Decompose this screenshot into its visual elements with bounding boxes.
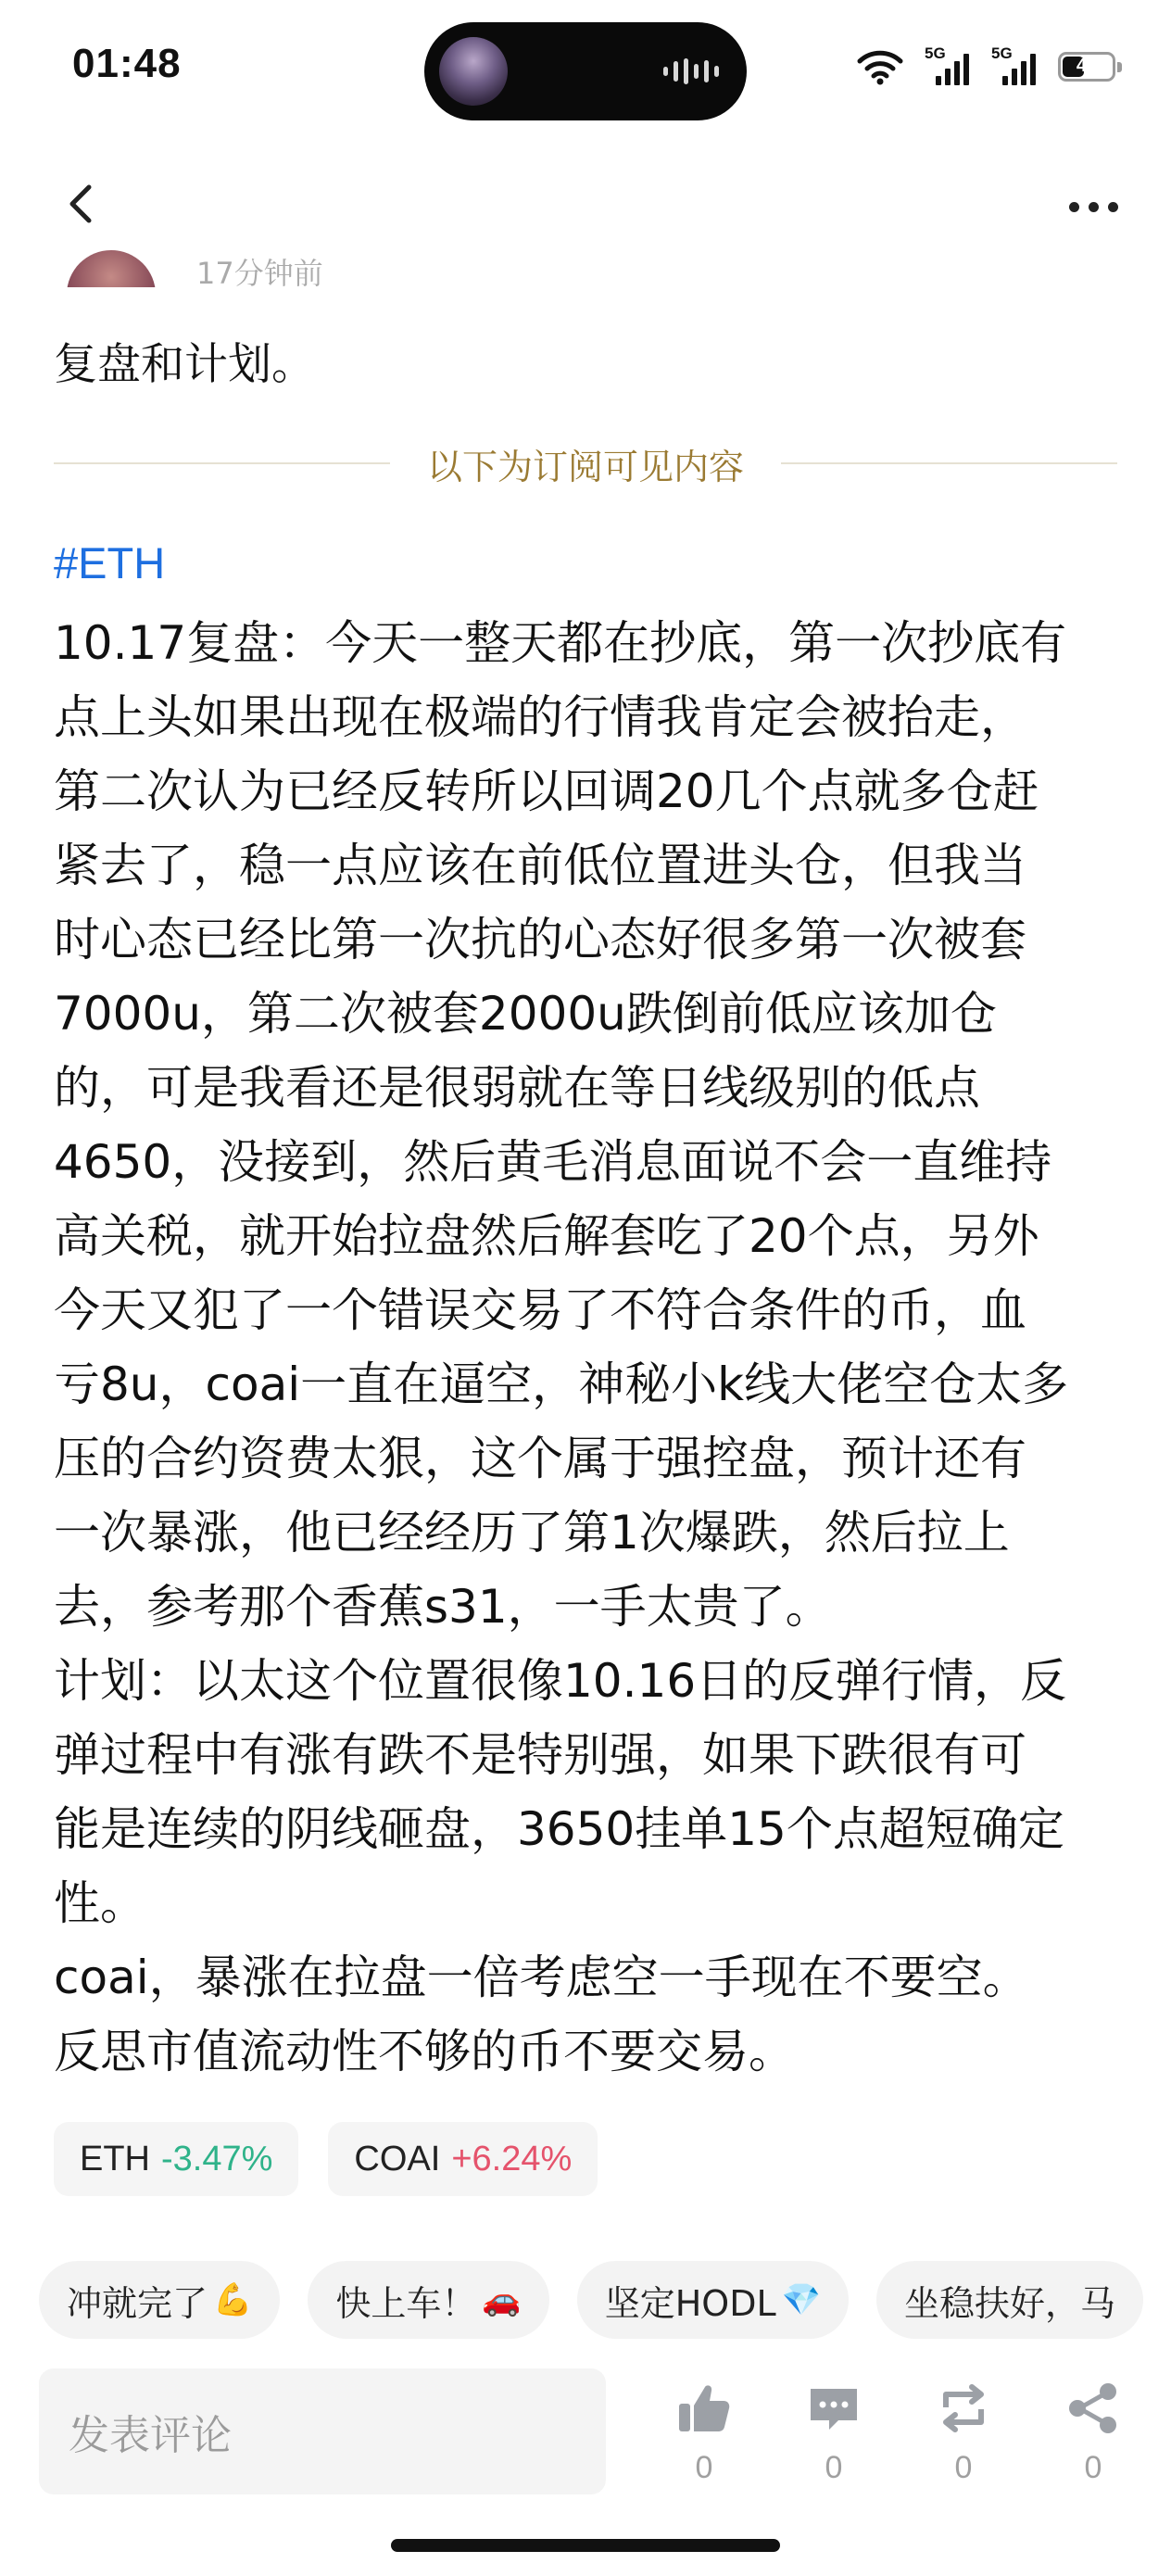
repost-count: 0 — [954, 2450, 973, 2485]
post-title: 复盘和计划。 — [54, 339, 315, 390]
more-dot — [1069, 202, 1079, 212]
dynamic-island[interactable] — [424, 22, 747, 120]
repost-button[interactable] — [908, 2380, 1019, 2509]
back-button[interactable] — [54, 176, 109, 232]
nav-bar — [0, 139, 1171, 287]
cellular-signal-icon: 5G — [925, 48, 971, 85]
ticker-symbol: COAI — [354, 2139, 441, 2178]
quick-reply-text: 快上车！ — [335, 2282, 477, 2324]
more-dot — [1089, 202, 1099, 212]
share-button[interactable] — [1038, 2380, 1149, 2509]
divider-line — [54, 462, 390, 464]
like-count: 0 — [695, 2450, 713, 2485]
subscriber-divider-label: 以下为订阅可见内容 — [427, 446, 745, 487]
flexed-biceps-icon: 💪 — [213, 2281, 253, 2318]
like-button[interactable] — [648, 2380, 760, 2509]
quick-reply-chip[interactable] — [577, 2261, 849, 2339]
ticker-coai[interactable] — [328, 2122, 598, 2196]
body-line: 紧去了，稳一点应该在前低位置进头仓，但我当 — [54, 839, 1026, 892]
status-time: 01:48 — [72, 41, 182, 86]
comment-placeholder: 发表评论 — [69, 2412, 232, 2459]
hashtag-link[interactable]: #ETH — [54, 538, 166, 587]
gem-icon: 💎 — [781, 2281, 821, 2318]
body-line: 今天又犯了一个错误交易了不符合条件的币，血 — [54, 1283, 1026, 1337]
cellular-signal-icon-2: 5G — [991, 48, 1038, 85]
share-count: 0 — [1084, 2450, 1102, 2485]
thumbs-up-icon — [675, 2380, 733, 2437]
body-line: 一次暴涨，他已经经历了第1次爆跌，然后拉上 — [54, 1506, 1010, 1559]
comment-icon — [805, 2380, 863, 2437]
body-line: 点上头如果出现在极端的行情我肯定会被抬走， — [54, 690, 1026, 744]
more-dot — [1108, 202, 1118, 212]
ticker-symbol: ETH — [80, 2139, 150, 2178]
wifi-icon — [856, 48, 904, 85]
ticker-list — [54, 2122, 598, 2196]
home-indicator — [391, 2539, 780, 2552]
more-button[interactable] — [1060, 193, 1127, 221]
quick-reply-text: 冲就完了 — [67, 2282, 208, 2324]
battery-icon — [1058, 52, 1115, 82]
ticker-eth[interactable] — [54, 2122, 298, 2196]
body-line: coai，暴涨在拉盘一倍考虑空一手现在不要空。 — [54, 1951, 1029, 2004]
quick-reply-chip[interactable] — [308, 2261, 548, 2339]
quick-reply-bar — [39, 2261, 1171, 2339]
post-time: 17分钟前 — [196, 256, 323, 287]
body-line: 亏8u，coai一直在逼空，神秘小k线大佬空仓太多 — [54, 1357, 1069, 1411]
quick-reply-chip[interactable] — [39, 2261, 280, 2339]
body-line: 高关税，就开始拉盘然后解套吃了20个点，另外 — [54, 1209, 1039, 1263]
quick-reply-text: 坐稳扶好，马 — [903, 2282, 1115, 2324]
body-line: 10.17复盘：今天一整天都在抄底，第一次抄底有 — [54, 616, 1067, 670]
body-line: 第二次认为已经反转所以回调20几个点就多仓赶 — [54, 764, 1039, 818]
comment-count: 0 — [825, 2450, 843, 2485]
repost-icon — [935, 2380, 992, 2437]
chevron-left-icon — [54, 176, 109, 232]
car-icon: 🚗 — [482, 2281, 522, 2318]
comment-input[interactable] — [39, 2368, 606, 2494]
body-line: 性。 — [54, 1876, 146, 1930]
comment-button[interactable] — [778, 2380, 889, 2509]
body-line: 能是连续的阴线砸盘，3650挂单15个点超短确定 — [54, 1802, 1064, 1856]
body-line: 7000u，第二次被套2000u跌倒前低应该加仓 — [54, 987, 997, 1041]
subscriber-divider — [54, 436, 1117, 491]
body-line: 计划：以太这个位置很像10.16日的反弹行情，反 — [54, 1654, 1067, 1708]
divider-line — [781, 462, 1117, 464]
body-line: 的，可是我看还是很弱就在等日线级别的低点 — [54, 1061, 980, 1115]
now-playing-thumbnail — [439, 37, 508, 106]
audio-waveform-icon — [663, 57, 719, 85]
avatar[interactable] — [67, 250, 156, 287]
quick-reply-text: 坚定HODL — [604, 2282, 776, 2324]
quick-reply-chip[interactable] — [876, 2261, 1143, 2339]
ticker-change: +6.24% — [451, 2139, 573, 2178]
ticker-change: -3.47% — [161, 2139, 273, 2178]
body-line: 弹过程中有涨有跌不是特别强，如果下跌很有可 — [54, 1728, 1026, 1782]
status-bar — [0, 0, 1171, 139]
action-bar — [648, 2380, 1149, 2509]
status-indicators — [856, 46, 1115, 87]
post-body — [54, 606, 1128, 2089]
body-line: 反思市值流动性不够的币不要交易。 — [54, 2025, 795, 2078]
body-line: 去，参考那个香蕉s31，一手太贵了。 — [54, 1580, 832, 1634]
battery-percent: 41 — [1076, 56, 1098, 76]
body-line: 时心态已经比第一次抗的心态好很多第一次被套 — [54, 913, 1026, 966]
body-line: 压的合约资费太狠，这个属于强控盘，预计还有 — [54, 1432, 1026, 1485]
share-icon — [1064, 2380, 1122, 2437]
body-line: 4650，没接到，然后黄毛消息面说不会一直维持 — [54, 1135, 1052, 1189]
